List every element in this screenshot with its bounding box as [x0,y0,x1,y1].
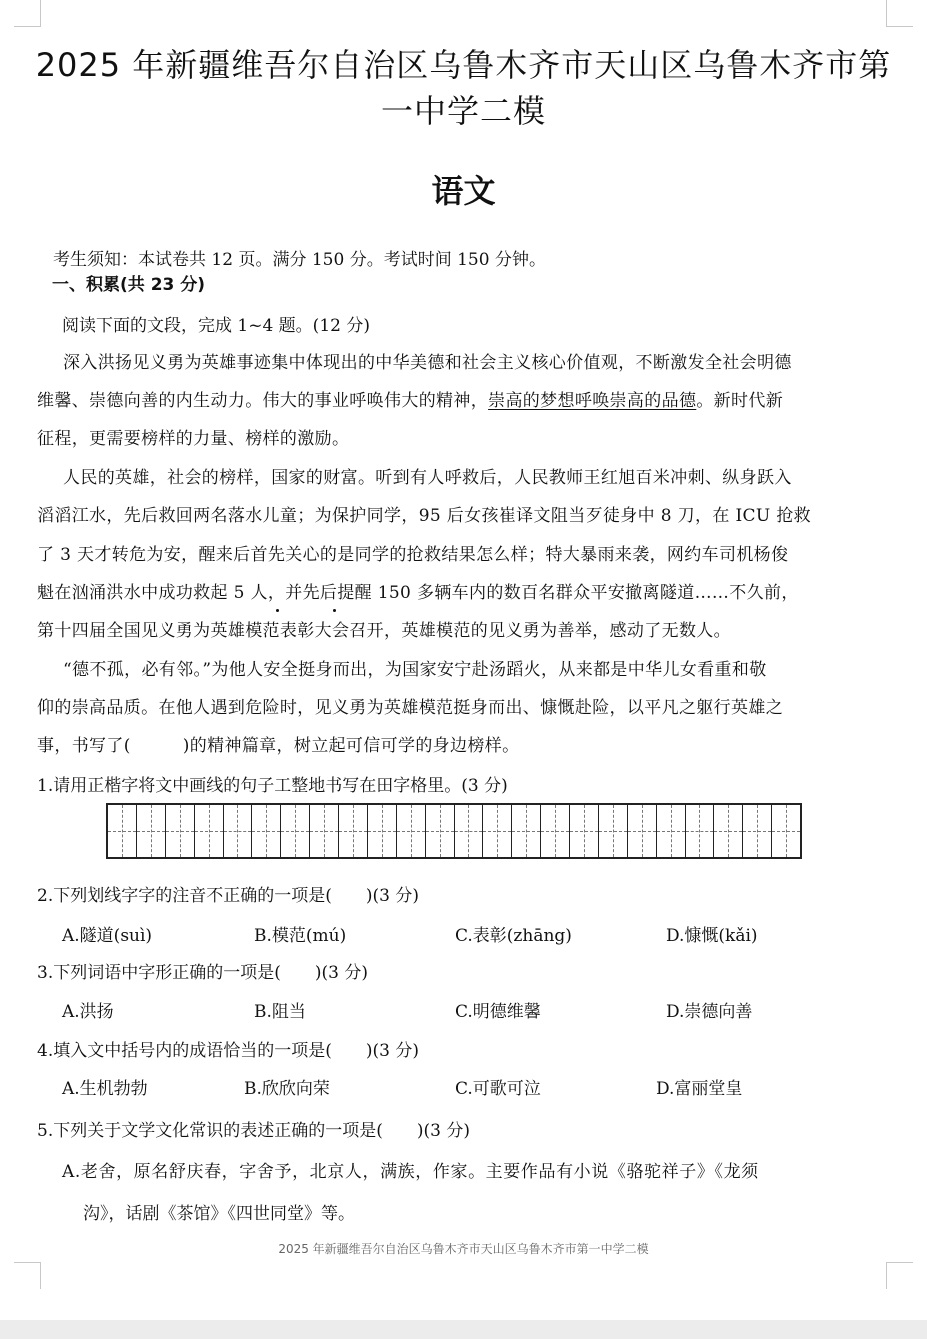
grid-cell[interactable] [166,805,195,857]
q3-option-c[interactable]: C.明德维馨 [455,1002,541,1022]
passage-text: 。新时代新 [696,391,784,411]
passage-line: 第十四届全国见义勇为英雄模范表彰大会召开，英雄模范的见义勇为善举，感动了无数人。 [37,621,731,641]
crop-mark-top-left [14,0,41,27]
question-5: 5.下列关于文学文化常识的表述正确的一项是( )(3 分) [37,1121,470,1141]
subject-heading: 语文 [431,172,496,210]
grid-cell[interactable] [426,805,455,857]
q3-option-d[interactable]: D.崇德向善 [666,1002,753,1022]
crop-mark-bottom-right [886,1262,913,1289]
grid-cell[interactable] [310,805,339,857]
grid-cell[interactable] [657,805,686,857]
grid-cell[interactable] [743,805,772,857]
grid-cell[interactable] [686,805,715,857]
page-footer: 2025 年新疆维吾尔自治区乌鲁木齐市天山区乌鲁木齐市第一中学二模 [278,1242,649,1256]
grid-cell[interactable] [108,805,137,857]
q5-option-a[interactable]: A.老舍，原名舒庆春，字舍予，北京人，满族，作家。主要作品有小说《骆驼祥子》《龙须 [62,1162,759,1182]
grid-cell[interactable] [224,805,253,857]
exam-title-line1: 2025 年新疆维吾尔自治区乌鲁木齐市天山区乌鲁木齐市第 [35,46,892,84]
question-3: 3.下列词语中字形正确的一项是( )(3 分) [37,963,368,983]
q2-option-b[interactable]: B.模范(mú) [254,926,347,946]
passage-line: 了 3 天才转危为安，醒来后首先关心的是同学的抢救结果怎么样；特大暴雨来袭，网约车司机杨俊 [37,545,789,565]
question-2: 2.下列划线字字的注音不正确的一项是( )(3 分) [37,886,419,906]
passage-line: 征程，更需要榜样的力量、榜样的激励。 [37,429,350,449]
grid-cell[interactable] [368,805,397,857]
passage-line: 魁在汹涌洪水中成功救起 5 人，并先后提醒 150 多辆车内的数百名群众平安撤离隧道……不久前， [37,583,799,603]
grid-cell[interactable] [570,805,599,857]
passage-line: 深入洪扬见义勇为英雄事迹集中体现出的中华美德和社会主义核心价值观，不断激发全社会明德 [63,353,792,373]
crop-mark-bottom-left [14,1262,41,1289]
q4-option-a[interactable]: A.生机勃勃 [62,1079,148,1099]
exam-title-line2: 一中学二模 [380,92,546,130]
grid-cell[interactable] [195,805,224,857]
grid-cell[interactable] [397,805,426,857]
grid-cell[interactable] [541,805,570,857]
q2-option-a[interactable]: A.隧道(suì) [62,926,153,946]
underlined-sentence: 崇高的梦想呼唤崇高的品德 [488,391,697,411]
passage-line: 仰的崇高品质。在他人遇到危险时，见义勇为英雄模范挺身而出、慷慨赴险，以平凡之躯行英雄之 [37,698,784,718]
passage-text: 维馨、崇德向善的内生动力。伟大的事业呼唤伟大的精神， [37,391,489,411]
passage-line [37,390,783,412]
exam-notice: 考生须知：本试卷共 12 页。满分 150 分。考试时间 150 分钟。 [53,250,546,270]
q2-option-c[interactable]: C.表彰(zhāng) [455,926,572,946]
crop-mark-top-right [886,0,913,27]
grid-cell[interactable] [137,805,166,857]
q5-option-a-continued: 沟》，话剧《茶馆》《四世同堂》等。 [83,1204,355,1224]
q2-option-d[interactable]: D.慷慨(kǎi) [666,926,758,946]
grid-cell[interactable] [772,805,800,857]
emphasis-dot [276,609,279,612]
grid-cell[interactable] [281,805,310,857]
question-1: 1.请用正楷字将文中画线的句子工整地书写在田字格里。(3 分) [37,776,508,796]
grid-cell[interactable] [714,805,743,857]
passage-line: 人民的英雄，社会的榜样，国家的财富。听到有人呼救后，人民教师王红旭百米冲刺、纵身跃入 [63,468,792,488]
grid-cell[interactable] [599,805,628,857]
grid-cell[interactable] [483,805,512,857]
emphasis-dot [333,609,336,612]
grid-cell[interactable] [512,805,541,857]
question-4: 4.填入文中括号内的成语恰当的一项是( )(3 分) [37,1041,419,1061]
grid-cell[interactable] [339,805,368,857]
tianzige-writing-grid[interactable] [106,803,802,859]
q4-option-c[interactable]: C.可歌可泣 [455,1079,541,1099]
section-heading: 一、积累(共 23 分) [52,275,206,295]
q3-option-a[interactable]: A.洪扬 [62,1002,114,1022]
grid-cell[interactable] [455,805,484,857]
passage-line: 滔滔江水，先后救回两名落水儿童；为保护同学，95 后女孩崔译文阻当歹徒身中 8 刀，在 ICU 抢救 [37,506,812,526]
q4-option-b[interactable]: B.欣欣向荣 [244,1079,330,1099]
q4-option-d[interactable]: D.富丽堂皇 [656,1079,743,1099]
passage-line: “德不孤，必有邻。”为他人安全挺身而出，为国家安宁赴汤蹈火，从来都是中华儿女看重和敬 [63,660,767,680]
viewer-bottom-bar [0,1320,927,1339]
grid-cell[interactable] [252,805,281,857]
passage-line: 事，书写了( )的精神篇章，树立起可信可学的身边榜样。 [37,736,520,756]
grid-cell[interactable] [628,805,657,857]
reading-instruction: 阅读下面的文段，完成 1~4 题。(12 分) [62,316,370,336]
q3-option-b[interactable]: B.阻当 [254,1002,306,1022]
